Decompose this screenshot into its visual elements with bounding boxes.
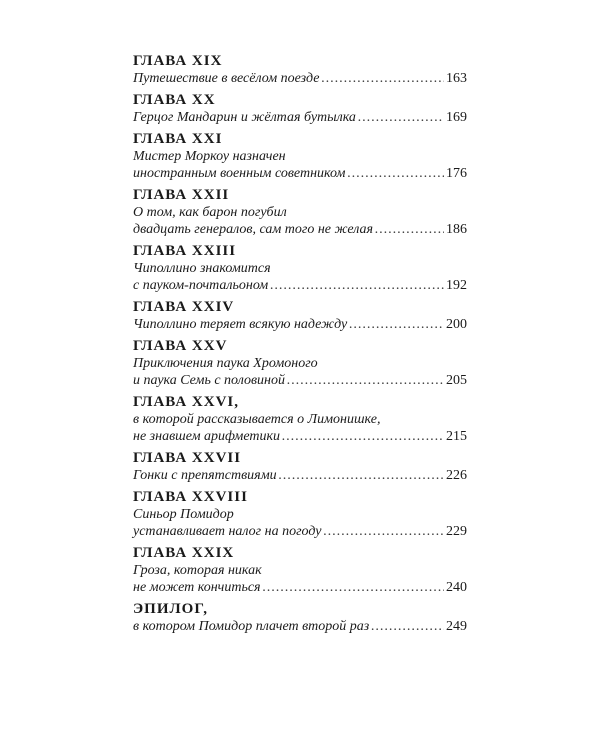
chapter-heading: ГЛАВА XXIII	[133, 243, 237, 259]
page-number: 186	[446, 222, 467, 237]
page-number: 229	[446, 524, 467, 539]
chapter-title-line: Мистер Моркоу назначен	[133, 149, 286, 164]
chapter-heading: ГЛАВА XXI	[133, 131, 223, 147]
chapter-title-line: Синьор Помидор	[133, 507, 234, 522]
chapter-heading: ЭПИЛОГ,	[133, 601, 208, 617]
toc-entry[interactable]	[133, 52, 467, 87]
chapter-heading: ГЛАВА XXIX	[133, 545, 235, 561]
chapter-title-line: в которой рассказывается о Лимонишке,	[133, 412, 381, 427]
dot-leader	[270, 277, 444, 294]
chapter-title-line: не знавшем арифметики	[133, 429, 281, 444]
chapter-title-line: и паука Семь с половиной	[133, 373, 285, 388]
toc-entry[interactable]	[133, 488, 467, 540]
chapter-title-line: Гонки с препятствиями	[133, 468, 277, 483]
page-number: 205	[446, 373, 467, 388]
dot-leader	[347, 165, 444, 182]
dot-leader	[358, 109, 444, 126]
toc-entry[interactable]	[133, 91, 467, 126]
chapter-title-line: Чиполлино знакомится	[133, 261, 271, 276]
toc-entry[interactable]	[133, 130, 467, 182]
page-number: 192	[446, 278, 467, 293]
chapter-title-line: Приключения паука Хромоного	[133, 356, 318, 371]
chapter-title-line: с пауком-почтальоном	[133, 278, 269, 293]
dot-leader	[323, 523, 444, 540]
toc-entry[interactable]	[133, 449, 467, 484]
chapter-heading: ГЛАВА XXV	[133, 338, 228, 354]
chapter-heading: ГЛАВА XXVII	[133, 450, 242, 466]
chapter-heading: ГЛАВА XXII	[133, 187, 230, 203]
page-number: 176	[446, 166, 467, 181]
chapter-title-line: Чиполлино теряет всякую надежду	[133, 317, 348, 332]
chapter-heading: ГЛАВА XXIV	[133, 299, 235, 315]
dot-leader	[375, 221, 444, 238]
toc-entry[interactable]	[133, 242, 467, 294]
toc-entry[interactable]	[133, 337, 467, 389]
dot-leader	[287, 372, 444, 389]
chapter-title-line: не может кончиться	[133, 580, 261, 595]
chapter-title-line: О том, как барон погубил	[133, 205, 287, 220]
page-number: 169	[446, 110, 467, 125]
chapter-heading: ГЛАВА XXVI,	[133, 394, 240, 410]
toc-entry[interactable]	[133, 544, 467, 596]
toc-entry[interactable]	[133, 186, 467, 238]
page-number: 215	[446, 429, 467, 444]
dot-leader	[282, 428, 444, 445]
toc-entry[interactable]	[133, 600, 467, 635]
chapter-title-line: Путешествие в весёлом поезде	[133, 71, 320, 86]
chapter-title-line: двадцать генералов, сам того не желая	[133, 222, 373, 237]
page-number: 200	[446, 317, 467, 332]
chapter-heading: ГЛАВА XX	[133, 92, 216, 108]
chapter-title-line: иностранным военным советником	[133, 166, 346, 181]
page-number: 226	[446, 468, 467, 483]
chapter-title-line: Гроза, которая никак	[133, 563, 262, 578]
page-number: 240	[446, 580, 467, 595]
chapter-heading: ГЛАВА XXVIII	[133, 489, 248, 505]
toc-entry[interactable]	[133, 298, 467, 333]
chapter-title-line: устанавливает налог на погоду	[133, 524, 322, 539]
dot-leader	[321, 70, 444, 87]
dot-leader	[279, 467, 444, 484]
table-of-contents	[133, 52, 467, 639]
chapter-title-line: Герцог Мандарин и жёлтая бутылка	[133, 110, 356, 125]
dot-leader	[349, 316, 444, 333]
toc-entry[interactable]	[133, 393, 467, 445]
chapter-title-line: в котором Помидор плачет второй раз	[133, 619, 370, 634]
page-number: 163	[446, 71, 467, 86]
dot-leader	[371, 618, 444, 635]
page-number: 249	[446, 619, 467, 634]
dot-leader	[263, 579, 444, 596]
chapter-heading: ГЛАВА XIX	[133, 53, 223, 69]
